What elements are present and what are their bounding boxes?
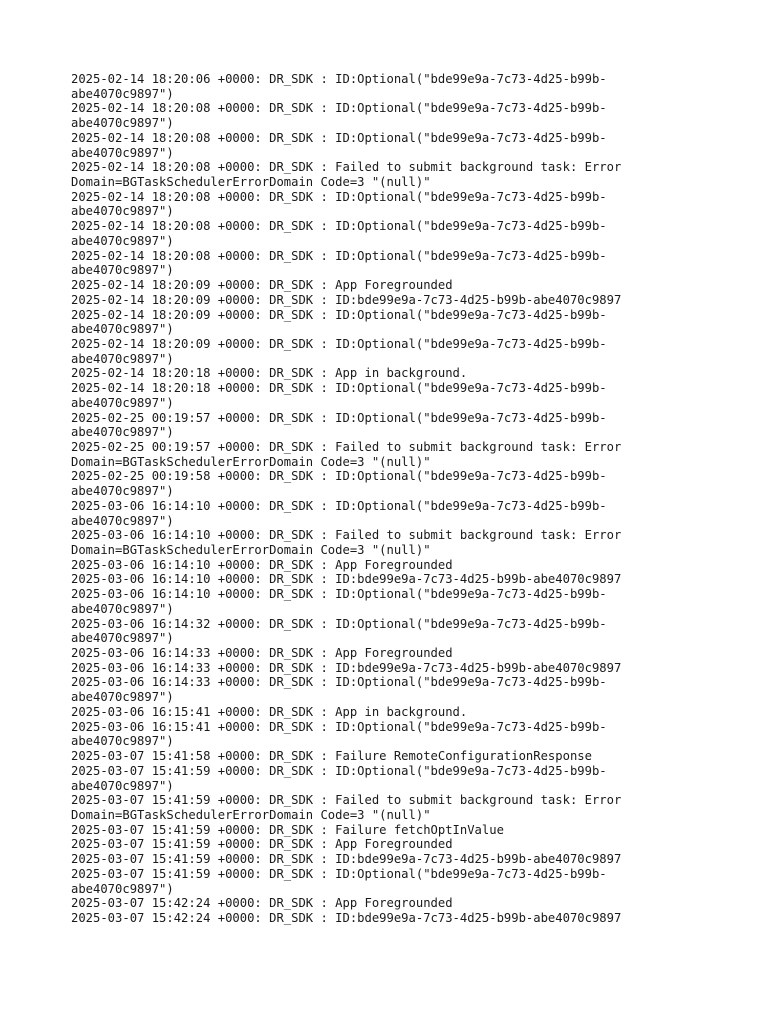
log-line: 2025-03-07 15:42:24 +0000: DR_SDK : ID:bde99e9a-7c73-4d25-b99b-abe4070c9897 [71, 910, 622, 925]
log-line: 2025-02-25 00:19:57 +0000: DR_SDK : Failed to submit background task: Error [71, 439, 622, 454]
log-line: 2025-03-06 16:14:33 +0000: DR_SDK : ID:Optional("bde99e9a-7c73-4d25-b99b- [71, 675, 607, 690]
log-line: 2025-03-06 16:14:10 +0000: DR_SDK : ID:Optional("bde99e9a-7c73-4d25-b99b- [71, 587, 607, 602]
log-line: abe4070c9897") [71, 734, 174, 749]
log-line: 2025-03-06 16:14:32 +0000: DR_SDK : ID:Optional("bde99e9a-7c73-4d25-b99b- [71, 616, 607, 631]
log-line: 2025-03-06 16:14:10 +0000: DR_SDK : ID:Optional("bde99e9a-7c73-4d25-b99b- [71, 498, 607, 513]
log-line: abe4070c9897") [71, 778, 174, 793]
log-line: 2025-02-14 18:20:09 +0000: DR_SDK : App Foregrounded [71, 278, 453, 293]
log-line: 2025-03-06 16:15:41 +0000: DR_SDK : App in background. [71, 704, 468, 719]
log-line: abe4070c9897") [71, 145, 174, 160]
log-line: 2025-03-07 15:41:59 +0000: DR_SDK : Failed to submit background task: Error [71, 793, 622, 808]
log-line: 2025-02-14 18:20:18 +0000: DR_SDK : App in background. [71, 366, 468, 381]
log-line: 2025-03-07 15:41:59 +0000: DR_SDK : Failure fetchOptInValue [71, 822, 504, 837]
log-line: abe4070c9897") [71, 204, 174, 219]
log-line: abe4070c9897") [71, 513, 174, 528]
log-line: Domain=BGTaskSchedulerErrorDomain Code=3 "(null)" [71, 543, 431, 557]
log-line: 2025-02-14 18:20:09 +0000: DR_SDK : ID:Optional("bde99e9a-7c73-4d25-b99b- [71, 307, 607, 322]
log-line: 2025-02-14 18:20:09 +0000: DR_SDK : ID:Optional("bde99e9a-7c73-4d25-b99b- [71, 336, 607, 351]
log-line: abe4070c9897") [71, 395, 174, 410]
log-line: 2025-03-07 15:41:59 +0000: DR_SDK : ID:Optional("bde99e9a-7c73-4d25-b99b- [71, 763, 607, 778]
log-line: 2025-03-06 16:14:10 +0000: DR_SDK : App Foregrounded [71, 557, 453, 572]
log-line: abe4070c9897") [71, 263, 174, 278]
log-line: 2025-03-06 16:14:33 +0000: DR_SDK : ID:bde99e9a-7c73-4d25-b99b-abe4070c9897 [71, 660, 622, 675]
log-line: 2025-03-06 16:14:10 +0000: DR_SDK : Failed to submit background task: Error [71, 528, 622, 543]
log-line: abe4070c9897") [71, 425, 174, 440]
log-line: abe4070c9897") [71, 322, 174, 337]
log-line: 2025-03-07 15:41:59 +0000: DR_SDK : ID:bde99e9a-7c73-4d25-b99b-abe4070c9897 [71, 852, 622, 867]
log-line: 2025-03-07 15:41:59 +0000: DR_SDK : ID:Optional("bde99e9a-7c73-4d25-b99b- [71, 866, 607, 881]
log-line: abe4070c9897") [71, 86, 174, 101]
log-line: abe4070c9897") [71, 601, 174, 616]
log-line: abe4070c9897") [71, 881, 174, 896]
log-line: 2025-03-07 15:41:58 +0000: DR_SDK : Failure RemoteConfigurationResponse [71, 749, 592, 764]
log-line: 2025-02-14 18:20:18 +0000: DR_SDK : ID:Optional("bde99e9a-7c73-4d25-b99b- [71, 381, 607, 396]
log-line: abe4070c9897") [71, 690, 174, 705]
log-line: 2025-03-06 16:14:33 +0000: DR_SDK : App Foregrounded [71, 646, 453, 661]
log-line: 2025-02-14 18:20:09 +0000: DR_SDK : ID:bde99e9a-7c73-4d25-b99b-abe4070c9897 [71, 292, 622, 307]
log-line: Domain=BGTaskSchedulerErrorDomain Code=3 "(null)" [71, 454, 431, 469]
log-line: 2025-02-14 18:20:08 +0000: DR_SDK : ID:Optional("bde99e9a-7c73-4d25-b99b- [71, 101, 607, 116]
log-line: 2025-02-14 18:20:08 +0000: DR_SDK : Failed to submit background task: Error [71, 160, 622, 175]
log-line: 2025-03-07 15:41:59 +0000: DR_SDK : App Foregrounded [71, 837, 453, 852]
log-line: 2025-03-06 16:14:10 +0000: DR_SDK : ID:bde99e9a-7c73-4d25-b99b-abe4070c9897 [71, 572, 622, 587]
log-line: 2025-03-06 16:15:41 +0000: DR_SDK : ID:Optional("bde99e9a-7c73-4d25-b99b- [71, 719, 607, 734]
log-line: 2025-02-14 18:20:06 +0000: DR_SDK : ID:Optional("bde99e9a-7c73-4d25-b99b- [71, 72, 607, 86]
log-line: abe4070c9897") [71, 484, 174, 499]
log-line: 2025-02-14 18:20:08 +0000: DR_SDK : ID:Optional("bde99e9a-7c73-4d25-b99b- [71, 189, 607, 204]
log-line: 2025-02-14 18:20:08 +0000: DR_SDK : ID:Optional("bde99e9a-7c73-4d25-b99b- [71, 248, 607, 263]
log-line: Domain=BGTaskSchedulerErrorDomain Code=3 "(null)" [71, 175, 431, 190]
log-line: abe4070c9897") [71, 631, 174, 646]
log-line: 2025-02-25 00:19:57 +0000: DR_SDK : ID:Optional("bde99e9a-7c73-4d25-b99b- [71, 410, 607, 425]
log-line: abe4070c9897") [71, 116, 174, 131]
log-document [71, 72, 711, 926]
log-line: Domain=BGTaskSchedulerErrorDomain Code=3 "(null)" [71, 807, 431, 822]
log-line: 2025-03-07 15:42:24 +0000: DR_SDK : App Foregrounded [71, 896, 453, 911]
log-line: abe4070c9897") [71, 233, 174, 248]
log-line: abe4070c9897") [71, 351, 174, 366]
log-line: 2025-02-14 18:20:08 +0000: DR_SDK : ID:Optional("bde99e9a-7c73-4d25-b99b- [71, 219, 607, 234]
log-line: 2025-02-25 00:19:58 +0000: DR_SDK : ID:Optional("bde99e9a-7c73-4d25-b99b- [71, 469, 607, 484]
log-line: 2025-02-14 18:20:08 +0000: DR_SDK : ID:Optional("bde99e9a-7c73-4d25-b99b- [71, 130, 607, 145]
